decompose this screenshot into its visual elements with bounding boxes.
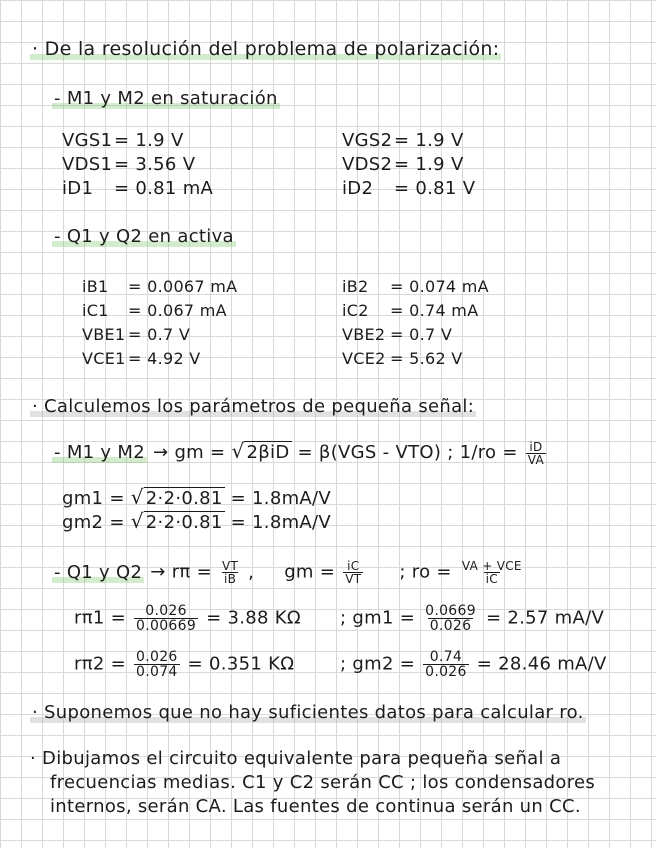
bjt-active-heading: - Q1 y Q2 en activa [54,226,234,247]
gm1-bjt-fraction: $\frac{0.0669}{0.026}$ [425,603,476,634]
insufficient-data-note: · Suponemos que no hay suficientes datos para calcular ro. [32,702,584,723]
q2-row: VBE2 = 0.7 V [342,325,453,344]
q1-row: VBE1 = 0.7 V [82,325,191,344]
q2-row: iB2 = 0.074 mA [342,277,489,296]
gm2-bjt-fraction: $\frac{0.74}{0.026}$ [425,649,467,680]
q1-row: iB1 = 0.0067 mA [82,277,238,296]
q1-row: VCE1 = 4.92 V [82,349,201,368]
m2-row: iD2 = 0.81 V [342,178,476,199]
q1-row: iC1 = 0.067 mA [82,301,227,320]
rpi-fraction: $\frac{VT}{iB}$ [222,559,239,586]
m1-row: VGS1= 1.9 V [62,130,184,151]
ro-fraction: $\frac{iD}{VA}$ [527,439,545,467]
gm1-bjt-line: ; gm1 = $\frac{0.0669}{0.026}$ = 2.57 mA/V [340,603,605,634]
m2-row: VGS2= 1.9 V [342,130,464,151]
mos-gm-formula: - M1 y M2 → gm = √ 2βiD = β(VGS - VTO) ; 1/ro = $\frac{iD}{VA}$ [54,439,545,467]
equivalent-circuit-note-line1: · Dibujamos el circuito equivalente para pequeña señal a [30,748,562,769]
heading-polarization: · De la resolución del problema de polarización: [32,38,500,60]
m1-row: VDS1= 3.56 V [62,154,196,175]
equivalent-circuit-note-line2: frecuencias medias. C1 y C2 serán CC ; los condensadores [50,772,596,793]
rpi1-line: rπ1 = $\frac{0.026}{0.00669}$ = 3.88 KΩ [74,603,301,634]
m2-row: VDS2= 1.9 V [342,154,464,175]
rpi2-line: rπ2 = $\frac{0.026}{0.074}$ = 0.351 KΩ [74,649,295,680]
rpi2-fraction: $\frac{0.026}{0.074}$ [136,649,178,680]
gm-bjt-fraction: $\frac{iC}{VT}$ [345,559,362,586]
m1-row: iD1 = 0.81 mA [62,178,214,199]
q2-row: iC2 = 0.74 mA [342,301,479,320]
heading-small-signal: · Calculemos los parámetros de pequeña señal: [32,396,475,417]
gm2-mos-line: gm2 = √ 2·2·0.81 = 1.8mA/V [62,509,332,533]
ro-bjt-fraction: $\frac{\text{VA + VCE}}{iC}$ [461,559,522,586]
rpi1-fraction: $\frac{0.026}{0.00669}$ [136,603,197,634]
gm2-bjt-line: ; gm2 = $\frac{0.74}{0.026}$ = 28.46 mA/V [340,649,607,680]
q2-row: VCE2 = 5.62 V [342,349,463,368]
equivalent-circuit-note-line3: internos, serán CA. Las fuentes de continua serán un CC. [50,796,581,817]
bjt-params-formula: - Q1 y Q2 → rπ = $\frac{VT}{iB}$ , gm = $\frac{iC}{VT}$ ; ro = $\frac{\text{VA + VCE}}{iC}$ [54,559,522,586]
mos-saturation-heading: - M1 y M2 en saturación [54,88,278,109]
gm1-mos-line: gm1 = √ 2·2·0.81 = 1.8mA/V [62,485,332,509]
